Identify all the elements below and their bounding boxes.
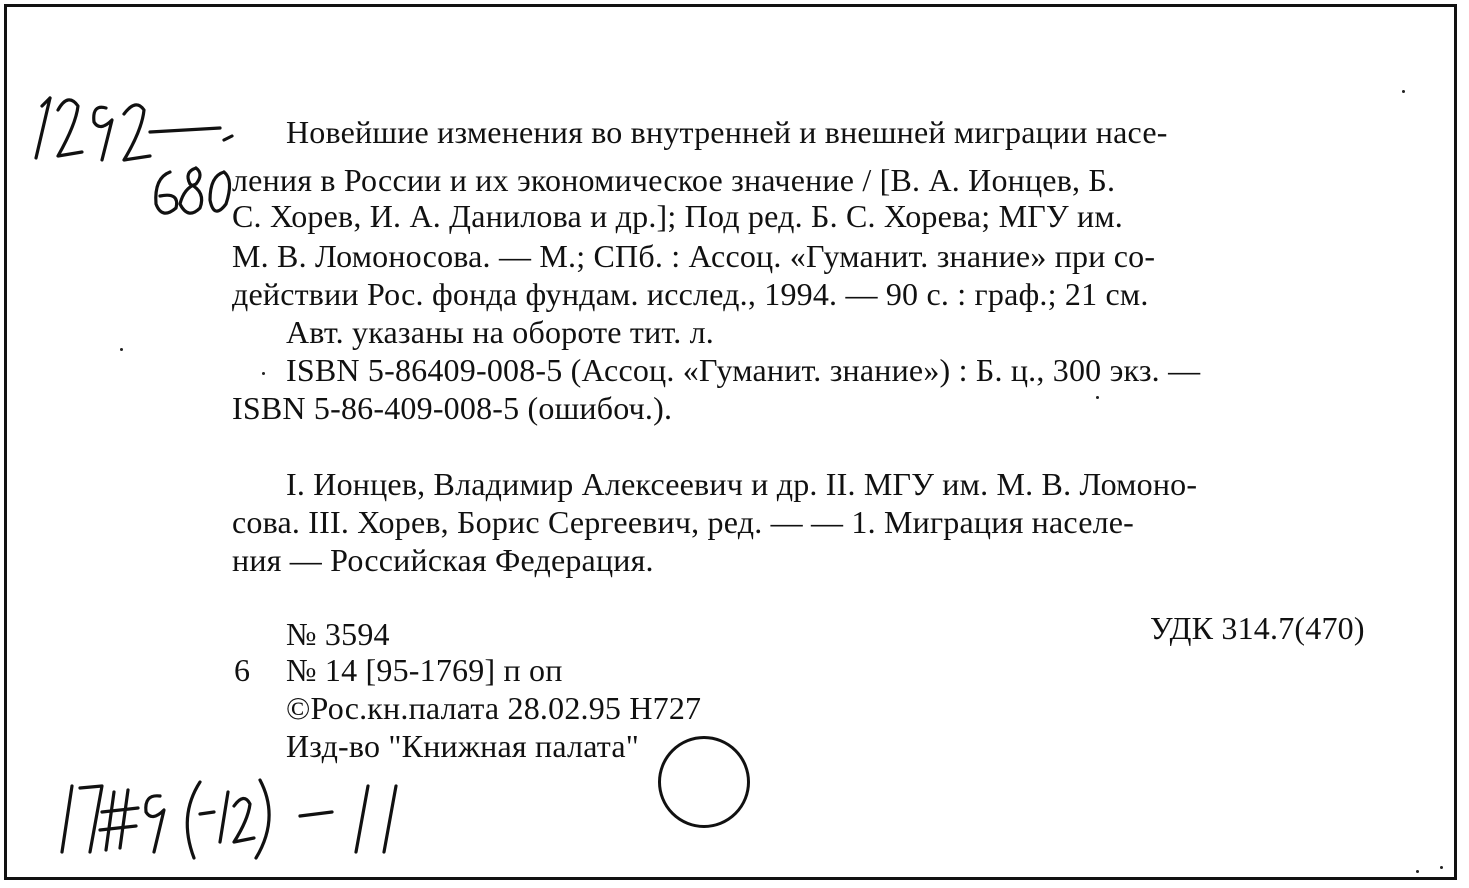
record-note: Авт. указаны на обороте тит. л.	[286, 314, 714, 350]
record-line-3: С. Хорев, И. А. Данилова и др.]; Под ред. Б. С. Хорева; МГУ им.	[232, 198, 1123, 234]
tracing-line-1: I. Ионцев, Владимир Алексеевич и др. II. МГУ им. М. В. Ломоно-	[286, 466, 1198, 502]
udc-code: УДК 314.7(470)	[1150, 610, 1365, 646]
scan-speck	[120, 348, 123, 351]
scan-speck	[1440, 866, 1443, 869]
copyright-line: ©Рос.кн.палата 28.02.95 Н727	[286, 690, 702, 726]
issue-line: № 14 [95-1769] п оп	[286, 652, 563, 688]
record-line-4: М. В. Ломоносова. — М.; СПб. : Ассоц. «Гуманит. знание» при со-	[232, 238, 1156, 274]
record-line-5: действии Рос. фонда фундам. исслед., 1994. — 90 с. : граф.; 21 см.	[232, 276, 1149, 312]
record-line-1: Новейшие изменения во внутренней и внешней миграции насе-	[286, 114, 1168, 150]
issue-prefix: 6	[234, 652, 251, 688]
scan-speck	[1402, 90, 1405, 93]
record-line-2: ления в России и их экономическое значение / [В. А. Ионцев, Б.	[232, 162, 1116, 198]
stamp-circle	[658, 736, 750, 828]
scan-speck	[262, 372, 265, 375]
handwritten-call-number-bottom	[50, 772, 430, 862]
tracing-line-3: ния — Российская Федерация.	[232, 542, 654, 578]
card-number: № 3594	[286, 616, 390, 652]
scan-speck	[1096, 396, 1099, 399]
isbn-line-1: ISBN 5-86409-008-5 (Ассоц. «Гуманит. знание») : Б. ц., 300 экз. —	[286, 352, 1201, 388]
handwritten-call-number-top	[28, 80, 248, 230]
scan-speck	[1416, 870, 1419, 873]
publisher-line: Изд-во "Книжная палата"	[286, 728, 640, 764]
isbn-line-2: ISBN 5-86-409-008-5 (ошибоч.).	[232, 390, 673, 426]
tracing-line-2: сова. III. Хорев, Борис Сергеевич, ред. — — 1. Миграция населе-	[232, 504, 1135, 540]
